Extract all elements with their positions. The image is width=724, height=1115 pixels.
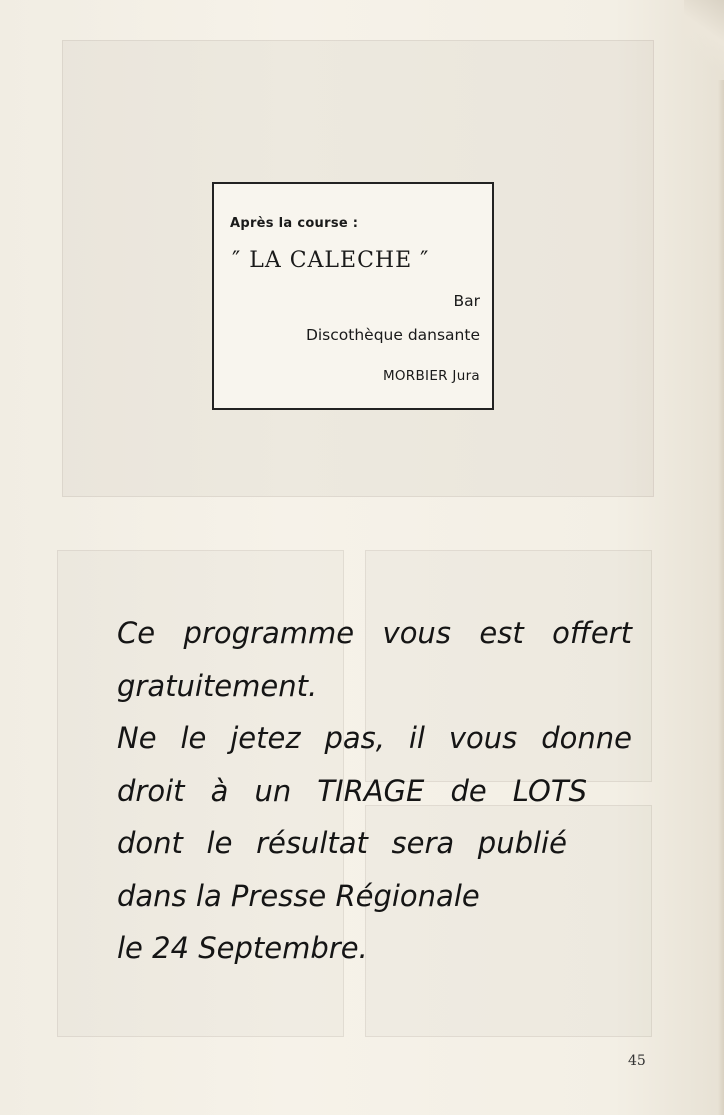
notice-word: est — [479, 616, 524, 650]
ad-location: MORBIER Jura — [382, 368, 480, 384]
notice-line-5 — [117, 817, 567, 870]
notice-line-7: le 24 Septembre. — [117, 931, 368, 965]
notice-word: programme — [183, 616, 355, 650]
ad-line-discotheque: Discothèque dansante — [305, 326, 480, 344]
notice-word: résultat — [256, 826, 368, 860]
notice-word: dont — [117, 826, 183, 860]
page-curl — [684, 0, 724, 80]
notice-word: offert — [552, 616, 632, 650]
notice-word: LOTS — [512, 773, 587, 808]
page-edge-shadow — [718, 80, 724, 1115]
notice-word: donne — [541, 721, 632, 755]
notice-word: vous — [448, 721, 518, 755]
notice-word: le — [180, 721, 207, 755]
notice-line-6: dans la Presse Régionale — [117, 878, 480, 913]
page-number: 45 — [628, 1053, 646, 1069]
ad-intro: Après la course : — [230, 216, 359, 231]
notice-word: jetez — [230, 721, 301, 755]
notice-word: pas, — [324, 721, 385, 755]
notice-word: de — [450, 773, 487, 808]
notice-line-4 — [117, 765, 587, 818]
notice-word: il — [408, 721, 425, 755]
advertisement-box — [212, 182, 494, 410]
ad-line-bar: Bar — [453, 292, 480, 310]
notice-word: Ce — [117, 616, 156, 650]
notice-word: vous — [382, 616, 451, 650]
ad-venue-name: ″ LA CALECHE ″ — [232, 248, 430, 273]
notice-word: sera — [391, 826, 455, 860]
notice-word: TIRAGE — [317, 773, 425, 808]
notice-line-1 — [117, 607, 632, 660]
notice-word: le — [206, 826, 233, 860]
notice-word: Ne — [117, 721, 157, 755]
notice-word: un — [254, 773, 292, 808]
notice-word: droit — [117, 773, 185, 808]
notice-text — [117, 607, 637, 975]
notice-line-3 — [117, 712, 632, 765]
notice-line-2: gratuitement. — [117, 668, 318, 703]
notice-word: à — [210, 773, 229, 808]
notice-word: publié — [477, 826, 567, 860]
